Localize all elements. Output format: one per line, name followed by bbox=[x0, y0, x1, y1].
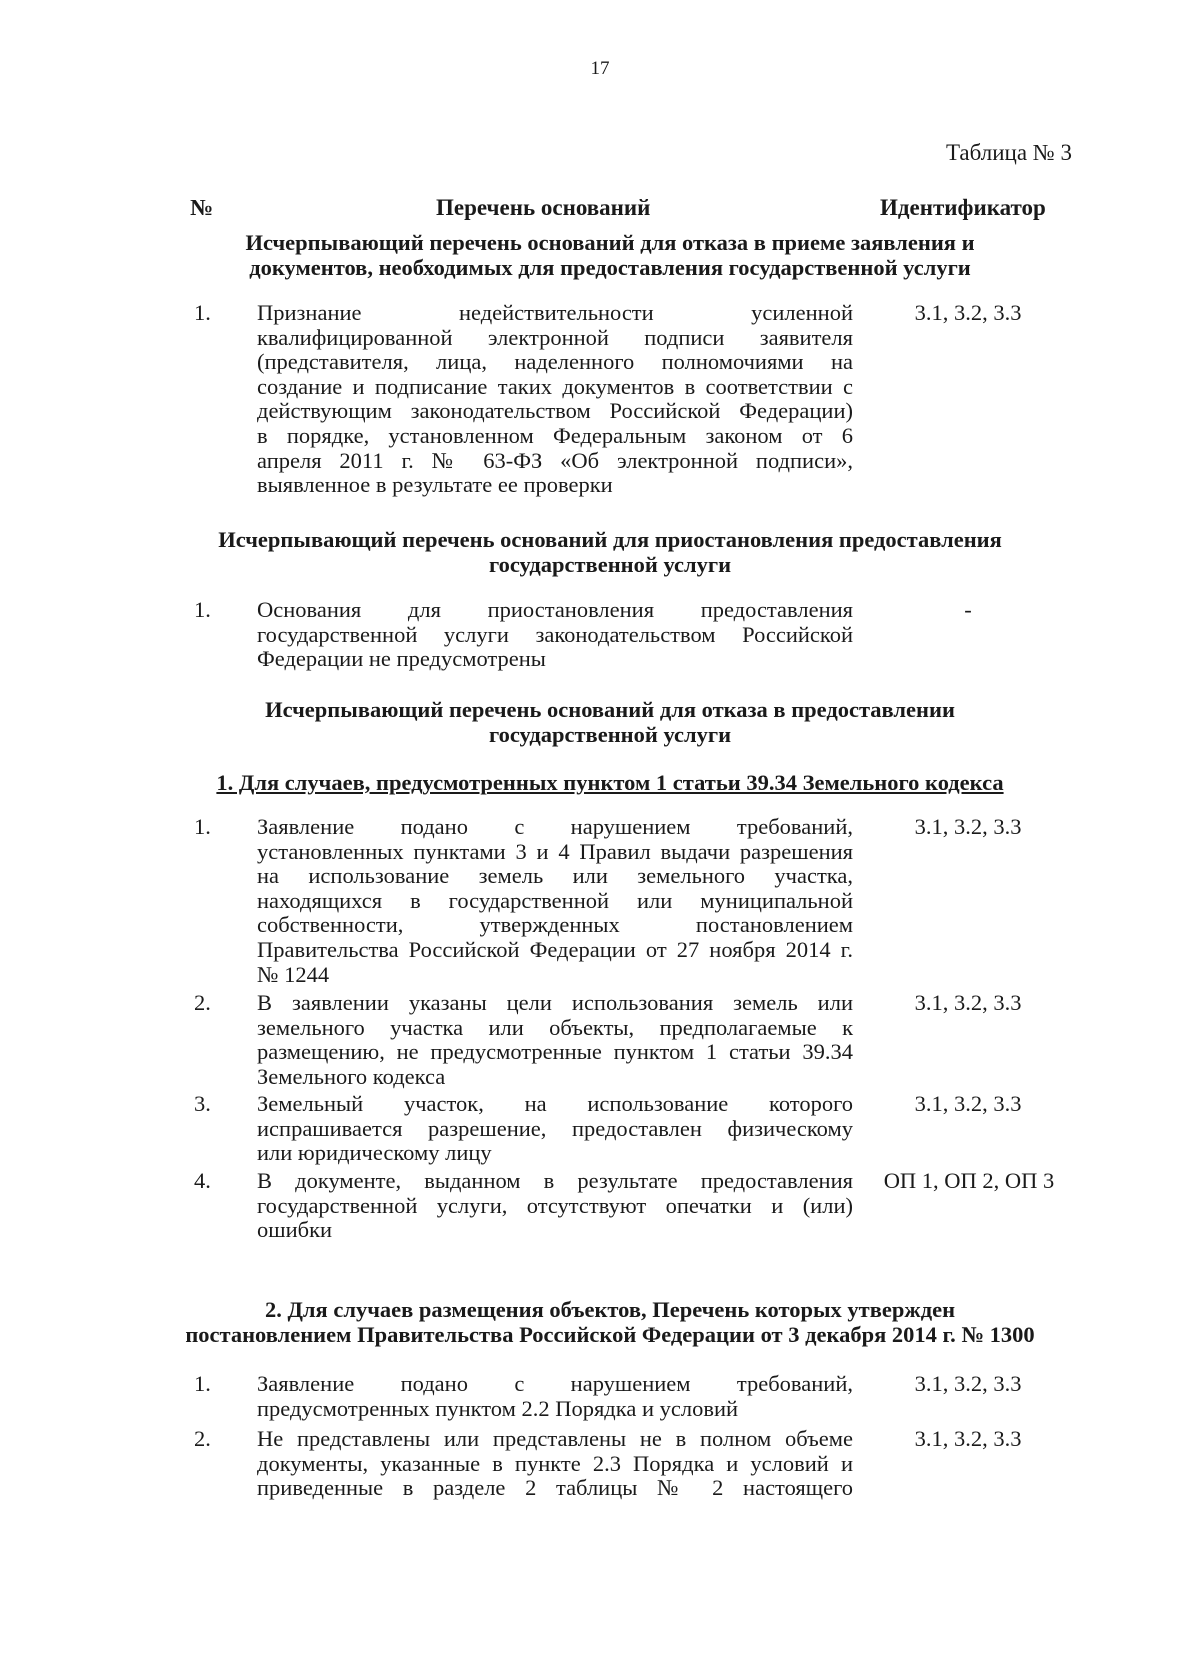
row-text-line: В заявлении указаны цели использования земель или bbox=[257, 990, 853, 1015]
row-text-line: установленных пунктами 3 и 4 Правил выдачи разрешения bbox=[257, 838, 853, 864]
row-text bbox=[257, 991, 853, 1089]
row-text-line: Правительства Российской Федерации от 27 ноября 2014 г. bbox=[257, 936, 853, 962]
row-text-line: предусмотренных пунктом 2.2 Порядка и условий bbox=[257, 1395, 739, 1421]
row-number: 1. bbox=[194, 597, 211, 622]
row-text bbox=[257, 598, 853, 672]
row-identifier: - bbox=[964, 597, 972, 622]
row-text-line: Основания для приостановления предоставления bbox=[257, 597, 853, 622]
row-text-line: Федерации не предусмотрены bbox=[257, 646, 546, 672]
row-text-line: квалифицированной электронной подписи заявителя bbox=[257, 324, 853, 350]
row-text-line: ошибки bbox=[257, 1217, 333, 1243]
row-number: 2. bbox=[194, 1426, 211, 1451]
row-text-line: государственной услуги законодательством Российской bbox=[257, 621, 853, 647]
row-text-line: выявленное в результате ее проверки bbox=[257, 472, 613, 498]
row-text-line: Заявление подано с нарушением требований, bbox=[257, 1371, 853, 1396]
row-number: 3. bbox=[194, 1091, 211, 1116]
section-title-line: Исчерпывающий перечень оснований для отказа в предоставлении bbox=[265, 697, 955, 722]
section-title-line: постановлением Правительства Российской Федерации от 3 декабря 2014 г. № 1300 bbox=[185, 1322, 1035, 1347]
row-number: 2. bbox=[194, 990, 211, 1015]
row-text-line: размещению, не предусмотренные пунктом 1 статьи 39.34 bbox=[257, 1039, 853, 1065]
row-text-line: Заявление подано с нарушением требований, bbox=[257, 814, 853, 839]
row-text-line: Признание недействительности усиленной bbox=[257, 300, 853, 325]
row-text-line: приведенные в разделе 2 таблицы № 2 настоящего bbox=[257, 1475, 853, 1501]
row-identifier: 3.1, 3.2, 3.3 bbox=[914, 300, 1022, 325]
row-text-line: государственной услуги, отсутствуют опечатки и (или) bbox=[257, 1192, 853, 1218]
section-title-line: государственной услуги bbox=[488, 552, 732, 577]
row-text bbox=[257, 1427, 853, 1501]
row-text bbox=[257, 1092, 853, 1166]
row-text-line: (представителя, лица, наделенного полномочиями на bbox=[257, 349, 853, 375]
header-identifier: Идентификатор bbox=[880, 195, 1046, 220]
row-text-line: земельного участка или объекты, предполагаемые к bbox=[257, 1014, 853, 1040]
row-text bbox=[257, 815, 853, 987]
row-text bbox=[257, 1169, 853, 1243]
row-identifier: ОП 1, ОП 2, ОП 3 bbox=[883, 1168, 1055, 1193]
row-text-line: создание и подписание таких документов в соответствии с bbox=[257, 373, 853, 399]
table-title: Таблица № 3 bbox=[945, 140, 1072, 165]
section-title-line: 2. Для случаев размещения объектов, Перечень которых утвержден bbox=[264, 1297, 956, 1322]
section-title-objects-1300 bbox=[150, 1297, 1070, 1347]
row-text-line: на использование земель или земельного участка, bbox=[257, 863, 853, 889]
row-text-line: находящихся в государственной или муниципальной bbox=[257, 887, 853, 913]
section-title-line: государственной услуги bbox=[488, 722, 732, 747]
row-identifier: 3.1, 3.2, 3.3 bbox=[914, 1426, 1022, 1451]
row-text-line: Земельного кодекса bbox=[257, 1063, 446, 1089]
section-title-line: Исчерпывающий перечень оснований для отказа в приеме заявления и bbox=[245, 230, 975, 255]
section-title-suspension bbox=[170, 527, 1050, 577]
row-number: 1. bbox=[194, 814, 211, 839]
row-number: 1. bbox=[194, 300, 211, 325]
row-text-line: В документе, выданном в результате предоставления bbox=[257, 1168, 853, 1193]
row-text-line: Земельный участок, на использование которого bbox=[257, 1091, 853, 1116]
row-number: 4. bbox=[194, 1168, 211, 1193]
section-title-line: документов, необходимых для предоставления государственной услуги bbox=[249, 255, 971, 280]
row-identifier: 3.1, 3.2, 3.3 bbox=[914, 990, 1022, 1015]
row-text-line: действующим законодательством Российской Федерации) bbox=[257, 398, 853, 424]
row-text-line: № 1244 bbox=[257, 961, 330, 987]
row-text-line: в порядке, установленном Федеральным законом от 6 bbox=[257, 422, 853, 448]
section-title-refusal-provision bbox=[170, 697, 1050, 747]
row-identifier: 3.1, 3.2, 3.3 bbox=[914, 1371, 1022, 1396]
row-identifier: 3.1, 3.2, 3.3 bbox=[914, 1091, 1022, 1116]
row-text-line: испрашивается разрешение, предоставлен физическому bbox=[257, 1115, 853, 1141]
row-text-line: Не представлены или представлены не в полном объеме bbox=[257, 1426, 853, 1451]
row-identifier: 3.1, 3.2, 3.3 bbox=[914, 814, 1022, 839]
row-text-line: апреля 2011 г. № 63-ФЗ «Об электронной подписи», bbox=[257, 447, 853, 473]
section-subtitle: 1. Для случаев, предусмотренных пунктом 1 статьи 39.34 Земельного кодекса bbox=[216, 770, 1004, 795]
row-text-line: собственности, утвержденных постановлением bbox=[257, 912, 853, 938]
row-text bbox=[257, 1372, 853, 1421]
header-list: Перечень оснований bbox=[436, 195, 651, 220]
section-title-line: Исчерпывающий перечень оснований для приостановления предоставления bbox=[218, 527, 1002, 552]
row-text-line: документы, указанные в пункте 2.3 Порядка и условий и bbox=[257, 1450, 853, 1476]
page-number: 17 bbox=[590, 58, 610, 79]
row-number: 1. bbox=[194, 1371, 211, 1396]
section-title-refusal-acceptance bbox=[170, 230, 1050, 280]
row-text bbox=[257, 301, 853, 498]
header-number: № bbox=[190, 195, 214, 220]
row-text-line: или юридическому лицу bbox=[257, 1140, 492, 1166]
